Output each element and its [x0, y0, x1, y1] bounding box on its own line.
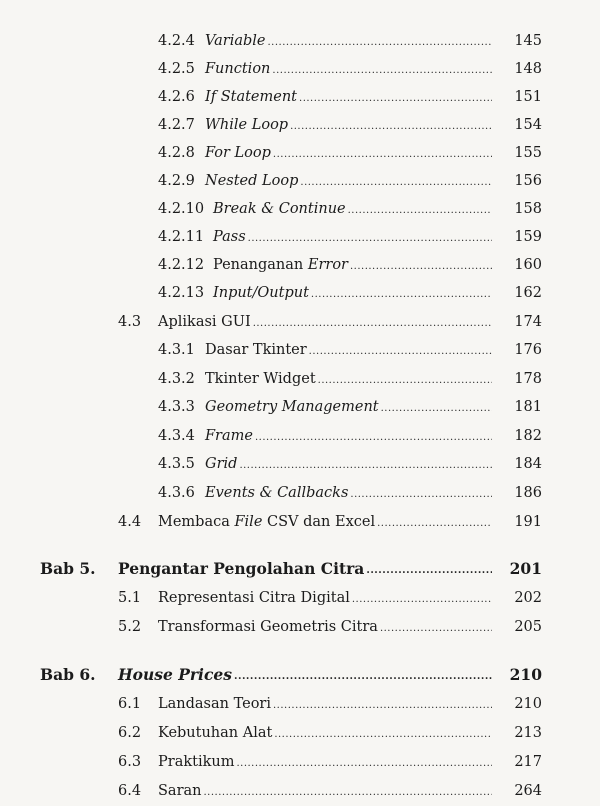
toc-entry-number: 4.3.3	[158, 399, 195, 415]
toc-entry-title	[213, 284, 496, 302]
toc-entry-number: 4.2.9	[158, 173, 195, 189]
toc-entry-title-part: Membaca	[158, 514, 235, 530]
toc-entry-number: 5.2	[118, 619, 142, 635]
toc-entry-title	[205, 144, 496, 162]
toc-entry-page: 156	[514, 173, 542, 189]
toc-entry-page: 201	[509, 559, 542, 578]
toc-entry[interactable]	[0, 248, 600, 274]
toc-entry-title	[205, 398, 496, 416]
toc-entry[interactable]	[0, 192, 600, 218]
dot-leader	[239, 459, 492, 473]
toc-entry-title-part: Pass	[213, 229, 246, 245]
toc-entry-title	[158, 695, 496, 713]
toc-entry-page: 264	[514, 783, 542, 799]
toc-entry[interactable]	[0, 716, 600, 742]
toc-entry-title	[205, 370, 496, 388]
toc-entry-title	[205, 341, 496, 359]
toc-entry-number: 6.4	[118, 783, 142, 799]
toc-entry-title-part: Kebutuhan Alat	[158, 725, 273, 741]
toc-entry-page: 191	[514, 514, 542, 530]
toc-entry-number: 6.2	[118, 725, 142, 741]
toc-entry-page: 154	[514, 117, 542, 133]
toc-entry-title-part: While Loop	[205, 117, 289, 133]
toc-entry-title-part: Events & Callbacks	[205, 485, 349, 501]
dot-leader	[255, 431, 492, 445]
dot-leader	[380, 622, 492, 636]
dot-leader	[318, 374, 492, 388]
toc-entry-title	[158, 782, 496, 800]
toc-entry[interactable]	[0, 24, 600, 50]
toc-entry[interactable]	[0, 476, 600, 502]
toc-entry-page: 148	[514, 61, 542, 77]
toc-entry-number: 6.3	[118, 754, 142, 770]
toc-entry-title-part: File	[234, 514, 263, 530]
toc-entry-number: 4.2.5	[158, 61, 195, 77]
dot-leader	[350, 260, 492, 274]
toc-entry[interactable]	[0, 305, 600, 331]
toc-entry[interactable]	[0, 419, 600, 445]
toc-entry[interactable]	[0, 108, 600, 134]
toc-entry-title	[205, 172, 496, 190]
toc-entry-page: 213	[514, 725, 542, 741]
toc-entry-number: Bab 5.	[40, 559, 96, 578]
toc-entry-title-part: Input/Output	[213, 285, 309, 301]
toc-entry-title-part: If Statement	[205, 89, 298, 105]
toc-entry-title-part: Penanganan	[213, 257, 308, 273]
toc-entry-title	[158, 618, 496, 636]
dot-leader	[299, 92, 492, 106]
dot-leader	[273, 699, 492, 713]
toc-entry-title	[158, 313, 496, 331]
toc-entry-page: 162	[514, 285, 542, 301]
toc-entry-title	[205, 427, 496, 445]
toc-entry[interactable]	[0, 505, 600, 531]
toc-entry-page: 155	[514, 145, 542, 161]
toc-entry-number: 4.2.7	[158, 117, 195, 133]
toc-entry-title	[205, 484, 496, 502]
dot-leader	[234, 670, 492, 684]
toc-entry[interactable]	[0, 774, 600, 800]
toc-entry-number: 4.3.1	[158, 342, 195, 358]
toc-entry-page: 202	[514, 590, 542, 606]
toc-entry[interactable]	[0, 276, 600, 302]
toc-entry-number: 5.1	[118, 590, 142, 606]
toc-entry-page: 145	[514, 33, 542, 49]
toc-entry-page: 151	[514, 89, 542, 105]
toc-entry-number: 4.2.6	[158, 89, 195, 105]
toc-entry-page: 181	[514, 399, 542, 415]
toc-entry-number: 4.2.8	[158, 145, 195, 161]
toc-entry-page: 158	[514, 201, 542, 217]
toc-entry-number: 4.4	[118, 514, 142, 530]
toc-entry-title-part: Aplikasi GUI	[158, 314, 251, 330]
toc-entry-title	[158, 589, 496, 607]
toc-entry-title	[213, 228, 496, 246]
toc-entry-title-part: For Loop	[205, 145, 271, 161]
dot-leader	[272, 64, 492, 78]
toc-entry-title	[205, 455, 496, 473]
toc-entry-page: 174	[514, 314, 542, 330]
toc-entry-number: 4.2.4	[158, 33, 195, 49]
toc-entry-page: 176	[514, 342, 542, 358]
toc-entry-title	[158, 513, 496, 531]
toc-entry-page: 182	[514, 428, 542, 444]
toc-entry[interactable]	[0, 52, 600, 78]
toc-entry-title	[118, 560, 496, 578]
toc-entry-title-part: Break & Continue	[213, 201, 346, 217]
dot-leader	[311, 288, 492, 302]
toc-entry-title	[205, 116, 496, 134]
toc-entry[interactable]	[0, 687, 600, 713]
dot-leader	[248, 232, 492, 246]
dot-leader	[273, 148, 492, 162]
toc-entry-title	[205, 32, 496, 50]
toc-entry-title	[213, 200, 496, 218]
toc-entry-title-part: Nested Loop	[205, 173, 299, 189]
toc-entry-page: 186	[514, 485, 542, 501]
toc-entry-page: 210	[514, 696, 542, 712]
toc-entry-title-part: Grid	[205, 456, 238, 472]
dot-leader	[352, 593, 492, 607]
toc-entry[interactable]	[0, 220, 600, 246]
toc-entry-number: 4.3.4	[158, 428, 195, 444]
toc-entry-number: 4.2.13	[158, 285, 205, 301]
toc-entry-title-part: Error	[307, 257, 348, 273]
toc-entry[interactable]	[0, 658, 600, 684]
toc-entry-title-part: Saran	[158, 783, 202, 799]
toc-entry[interactable]	[0, 552, 600, 578]
dot-leader	[381, 402, 492, 416]
toc-entry-page: 160	[514, 257, 542, 273]
dot-leader	[309, 345, 492, 359]
toc-entry-number: 4.3.2	[158, 371, 195, 387]
toc-entry-page: 205	[514, 619, 542, 635]
toc-entry-number: 4.2.12	[158, 257, 205, 273]
toc-entry-title-part: Landasan Teori	[158, 696, 271, 712]
toc-entry-number: 4.3.6	[158, 485, 195, 501]
toc-entry-title	[213, 256, 496, 274]
toc-entry-title	[118, 666, 496, 684]
toc-entry-title-part: Variable	[205, 33, 266, 49]
toc-entry-title-part: CSV dan Excel	[262, 514, 376, 530]
toc-entry[interactable]	[0, 362, 600, 388]
toc-entry-number: 4.3	[118, 314, 142, 330]
toc-entry-page: 178	[514, 371, 542, 387]
toc-entry-title-part: Pengantar Pengolahan Citra	[118, 559, 365, 578]
dot-leader	[366, 564, 492, 578]
toc-entry-title	[205, 60, 496, 78]
toc-entry-title-part: Function	[205, 61, 271, 77]
toc-entry-number: 4.3.5	[158, 456, 195, 472]
dot-leader	[348, 204, 492, 218]
toc-entry[interactable]	[0, 80, 600, 106]
toc-entry-number: 4.2.11	[158, 229, 205, 245]
toc-entry-title-part: House Prices	[118, 665, 232, 684]
toc-entry-number: 6.1	[118, 696, 142, 712]
toc-entry-title	[205, 88, 496, 106]
toc-entry[interactable]	[0, 333, 600, 359]
toc-entry[interactable]	[0, 610, 600, 636]
toc-entry[interactable]	[0, 390, 600, 416]
dot-leader	[253, 317, 492, 331]
toc-entry-page: 159	[514, 229, 542, 245]
toc-entry-title-part: Dasar Tkinter	[205, 342, 307, 358]
toc-entry-title	[158, 724, 496, 742]
toc-entry[interactable]	[0, 447, 600, 473]
dot-leader	[204, 786, 493, 800]
toc-entry-title	[158, 753, 496, 771]
toc-entry-title-part: Praktikum	[158, 754, 235, 770]
toc-entry-title-part: Tkinter Widget	[205, 371, 316, 387]
toc-entry[interactable]	[0, 136, 600, 162]
toc-entry[interactable]	[0, 164, 600, 190]
dot-leader	[236, 757, 492, 771]
dot-leader	[290, 120, 492, 134]
toc-entry[interactable]	[0, 581, 600, 607]
dot-leader	[300, 176, 492, 190]
toc-entry-page: 217	[514, 754, 542, 770]
toc-entry-title-part: Representasi Citra Digital	[158, 590, 350, 606]
toc-entry-number: 4.2.10	[158, 201, 205, 217]
dot-leader	[377, 517, 492, 531]
toc-entry-title-part: Transformasi Geometris Citra	[158, 619, 378, 635]
dot-leader	[268, 36, 493, 50]
toc-entry-title-part: Geometry Management	[205, 399, 379, 415]
toc-entry-number: Bab 6.	[40, 665, 96, 684]
toc-entry-title-part: Frame	[205, 428, 253, 444]
toc-entry-page: 210	[509, 665, 542, 684]
toc-entry[interactable]	[0, 745, 600, 771]
dot-leader	[350, 488, 492, 502]
dot-leader	[274, 728, 492, 742]
toc-entry-page: 184	[514, 456, 542, 472]
